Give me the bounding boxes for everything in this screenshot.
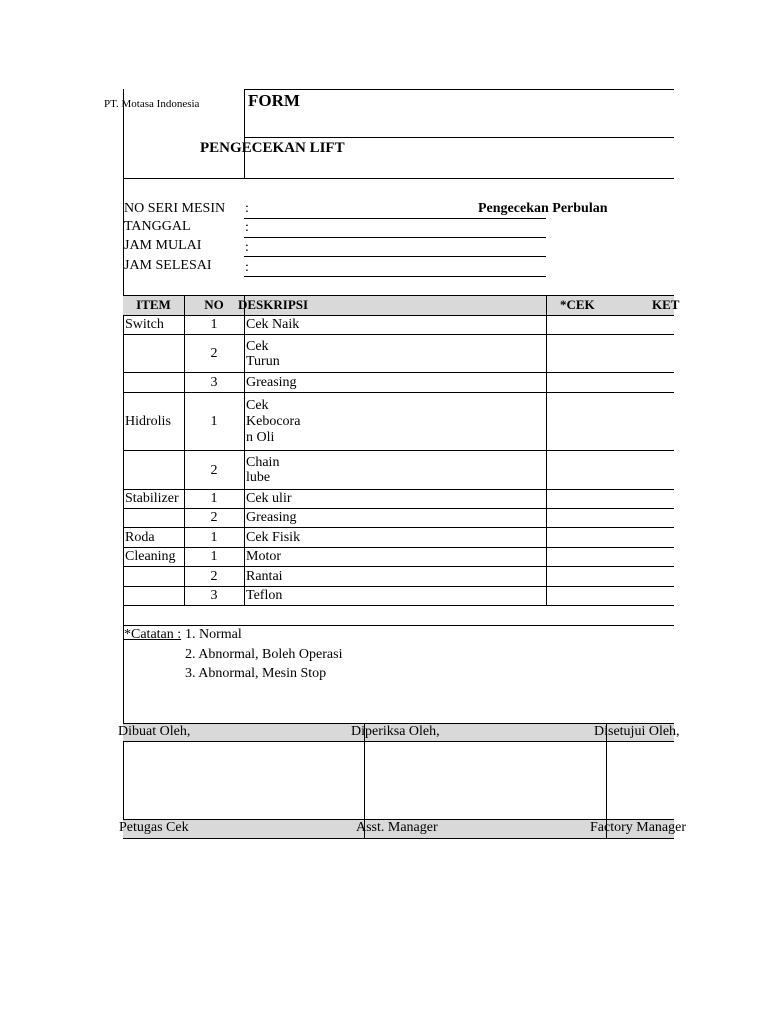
no-cell: 3 <box>210 375 218 390</box>
cek-cell[interactable] <box>547 316 668 333</box>
note-item: 2. Abnormal, Boleh Operasi <box>185 647 343 662</box>
column-header-item: ITEM <box>136 297 171 312</box>
header-bottom-rule <box>123 178 674 179</box>
signature-box-diperiksa[interactable] <box>365 742 606 819</box>
cek-cell[interactable] <box>547 567 668 585</box>
form-label: FORM <box>248 91 300 110</box>
signature-box-disetujui[interactable] <box>607 742 668 819</box>
cek-cell[interactable] <box>547 587 668 604</box>
field-label-jam-selesai: JAM SELESAI <box>124 258 212 273</box>
column-header-no: NO <box>204 297 224 312</box>
column-header-deskripsi: DESKRIPSI <box>238 297 309 312</box>
field-input-no-seri-mesin[interactable] <box>244 218 546 219</box>
no-cell: 1 <box>210 491 218 506</box>
item-cell: Switch <box>125 317 164 332</box>
notes-label: *Catatan : <box>124 627 182 642</box>
period-label: Pengecekan Perbulan <box>478 201 608 216</box>
header-divider <box>244 89 245 179</box>
signature-box-dibuat[interactable] <box>124 742 364 819</box>
table-rule <box>123 605 674 606</box>
desc-cell: lube <box>246 470 271 485</box>
table-rule <box>123 295 674 296</box>
desc-cell: n Oli <box>246 430 275 445</box>
field-sep: : <box>245 260 249 275</box>
no-cell: 1 <box>210 530 218 545</box>
cek-cell[interactable] <box>547 548 668 565</box>
cek-cell[interactable] <box>547 373 668 391</box>
no-cell: 2 <box>210 569 218 584</box>
signature-header-dibuat: Dibuat Oleh, <box>118 724 191 739</box>
signature-header-diperiksa: Diperiksa Oleh, <box>351 724 440 739</box>
item-cell: Hidrolis <box>125 414 171 429</box>
field-sep: : <box>245 201 249 216</box>
column-header-cek: *CEK <box>560 297 595 312</box>
header-mid-rule <box>244 137 674 138</box>
company-name: PT. Motasa Indonesia <box>104 98 200 110</box>
item-cell: Cleaning <box>125 549 176 564</box>
desc-cell: Greasing <box>246 510 297 525</box>
desc-cell: Teflon <box>246 588 283 603</box>
no-cell: 1 <box>210 549 218 564</box>
cek-cell[interactable] <box>547 490 668 507</box>
field-label-jam-mulai: JAM MULAI <box>124 238 202 253</box>
cek-cell[interactable] <box>547 393 668 449</box>
note-item: 3. Abnormal, Mesin Stop <box>185 666 327 681</box>
cek-cell[interactable] <box>547 528 668 546</box>
table-col-rule <box>244 295 245 605</box>
desc-cell: Cek Fisik <box>246 530 301 545</box>
no-cell: 3 <box>210 588 218 603</box>
no-cell: 2 <box>210 510 218 525</box>
field-label-tanggal: TANGGAL <box>124 219 191 234</box>
note-item: 1. Normal <box>185 627 242 642</box>
item-cell: Roda <box>125 530 155 545</box>
item-cell: Stabilizer <box>125 491 179 506</box>
no-cell: 1 <box>210 317 218 332</box>
signature-header-disetujui: Disetujui Oleh, <box>594 724 680 739</box>
signature-role-petugas: Petugas Cek <box>119 820 189 835</box>
cek-cell[interactable] <box>547 335 668 371</box>
signature-role-asst-manager: Asst. Manager <box>356 820 438 835</box>
desc-cell: Chain <box>246 455 280 470</box>
signature-role-factory-manager: Factory Manager <box>590 820 687 835</box>
field-input-jam-selesai[interactable] <box>244 276 546 277</box>
desc-cell: Cek <box>246 398 269 413</box>
desc-cell: Cek ulir <box>246 491 292 506</box>
header-top-rule <box>244 89 674 90</box>
field-input-tanggal[interactable] <box>244 237 546 238</box>
desc-cell: Greasing <box>246 375 297 390</box>
no-cell: 2 <box>210 346 218 361</box>
desc-cell: Kebocora <box>246 414 301 429</box>
field-sep: : <box>245 220 249 235</box>
notes-top-rule <box>123 625 674 626</box>
desc-cell: Cek Naik <box>246 317 300 332</box>
field-label-no-seri-mesin: NO SERI MESIN <box>124 201 226 216</box>
field-sep: : <box>245 240 249 255</box>
field-input-jam-mulai[interactable] <box>244 256 546 257</box>
cek-cell[interactable] <box>547 509 668 526</box>
desc-cell: Motor <box>246 549 281 564</box>
cek-cell[interactable] <box>547 451 668 488</box>
desc-cell: Rantai <box>246 569 283 584</box>
form-title: PENGECEKAN LIFT <box>200 140 345 156</box>
no-cell: 1 <box>210 414 218 429</box>
signature-rule <box>123 838 674 839</box>
desc-cell: Cek <box>246 339 269 354</box>
desc-cell: Turun <box>246 354 280 369</box>
column-header-ket: KET <box>652 297 680 312</box>
no-cell: 2 <box>210 463 218 478</box>
